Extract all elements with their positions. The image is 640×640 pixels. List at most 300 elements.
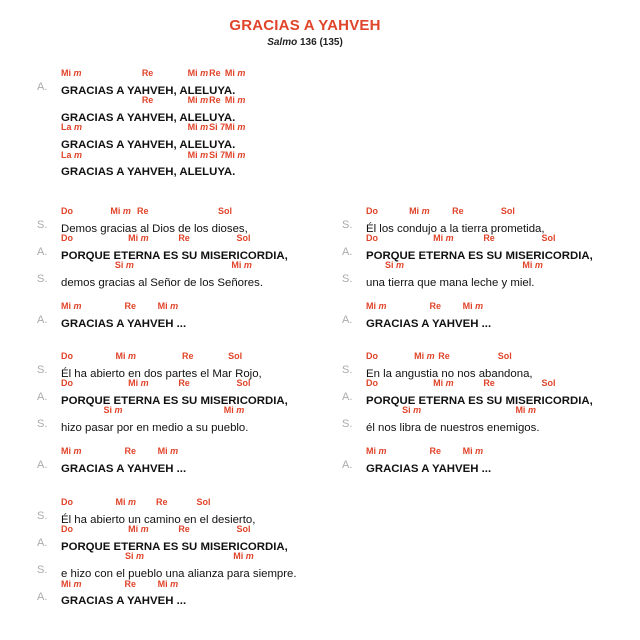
voice-tag: A.: [37, 390, 48, 403]
assembly-lyric: PORQUE ETERNA ES SU MISERICORDIA,: [61, 394, 288, 407]
chord-name: Mi: [157, 301, 171, 312]
chord-minor: m: [421, 206, 430, 216]
chord: [178, 233, 190, 243]
chord: [115, 351, 136, 361]
chord-minor: m: [445, 378, 454, 389]
chord-name: Do: [61, 524, 73, 535]
chord-line: [61, 523, 297, 537]
lyric-line: [342, 390, 593, 407]
chord-name: Mi: [115, 351, 128, 361]
chord-name: Mi: [187, 95, 201, 106]
chord-name: Do: [366, 206, 378, 216]
chord-name: Sol: [236, 233, 251, 244]
voice-tag: A.: [342, 390, 353, 403]
chord-name: Sol: [236, 378, 251, 389]
chord: [366, 301, 387, 311]
chord-minor: m: [396, 260, 405, 271]
lyric-line: [342, 218, 593, 235]
assembly-lyric: GRACIAS A YAHVEH ...: [61, 462, 187, 475]
chord-line: [61, 578, 297, 592]
chord-name: Mi: [224, 149, 238, 160]
soloist-lyric: En la angustia no nos abandona,: [366, 367, 533, 380]
chord: [228, 351, 242, 361]
chord-name: Sol: [236, 524, 251, 535]
chord-name: Mi: [433, 233, 446, 244]
chord-line: [61, 149, 246, 163]
chord-name: Mi: [231, 260, 244, 271]
lyric-line: [37, 390, 288, 407]
chord-minor: m: [73, 68, 82, 78]
chord-name: Si 7: [209, 122, 226, 133]
chord-minor: m: [200, 95, 209, 106]
chord-line: [61, 205, 288, 219]
chord-line: [61, 404, 288, 418]
chord: [61, 446, 82, 456]
chord-name: Mi: [462, 301, 476, 312]
spacer: [61, 287, 288, 301]
chord-minor: m: [378, 301, 387, 312]
chord-minor: m: [378, 446, 387, 457]
chord: [61, 524, 73, 534]
chord: [433, 378, 454, 388]
chord-minor: m: [73, 578, 82, 589]
chord: [414, 351, 435, 361]
lyric-line: [37, 80, 236, 97]
chord: [224, 405, 245, 415]
chord-minor: m: [200, 149, 209, 160]
chord-name: Mi: [128, 378, 141, 389]
chord-name: Si: [124, 551, 136, 562]
chord-line: [61, 232, 288, 246]
chord: [542, 378, 556, 388]
chord-line: [366, 445, 593, 459]
chord-name: Re: [141, 95, 154, 106]
chord: [61, 68, 82, 78]
chord-name: Sol: [541, 378, 556, 389]
chord: [515, 405, 536, 415]
voice-tag: A.: [37, 80, 48, 93]
lyric-line: [342, 363, 593, 380]
chord-line: [366, 205, 593, 219]
chord-name: Sol: [497, 351, 512, 361]
chord: [115, 497, 136, 507]
chord: [61, 351, 73, 361]
chord-line: [366, 377, 593, 391]
chord-name: Mi: [187, 122, 201, 133]
chord-name: Do: [61, 378, 73, 389]
verse-block-5: [342, 350, 593, 475]
chord-name: Si: [402, 405, 414, 416]
lyric-line: [37, 218, 288, 235]
chord-minor: m: [135, 551, 144, 562]
chord-line: [61, 445, 288, 459]
soloist-lyric: demos gracias al Señor de los Señores.: [61, 276, 263, 289]
chord: [209, 150, 225, 160]
lyric-line: [37, 563, 297, 580]
chord-name: Si 7: [209, 149, 226, 160]
chord-name: Mi: [128, 524, 141, 535]
chord-line: [366, 404, 593, 418]
chord-name: Mi: [157, 446, 171, 457]
chord: [452, 206, 464, 216]
chord-name: Do: [366, 378, 378, 389]
chord-minor: m: [114, 405, 123, 416]
spacer: [61, 432, 288, 446]
chord: [366, 206, 378, 216]
chord: [402, 405, 421, 415]
voice-tag: S.: [342, 272, 353, 285]
chord: [61, 378, 73, 388]
chord-minor: m: [237, 95, 246, 106]
chord: [366, 446, 387, 456]
chord: [225, 122, 246, 132]
chord-minor: m: [237, 68, 246, 78]
chord: [188, 150, 209, 160]
chord: [237, 524, 251, 534]
assembly-lyric: PORQUE ETERNA ES SU MISERICORDIA,: [366, 394, 593, 407]
chord: [158, 301, 179, 311]
chord-minor: m: [127, 351, 136, 361]
chord-name: Mi: [157, 578, 171, 589]
chord-name: Do: [366, 233, 378, 244]
voice-tag: S.: [37, 272, 48, 285]
chord: [366, 351, 378, 361]
chord-minor: m: [170, 446, 179, 457]
assembly-lyric: GRACIAS A YAHVEH ...: [61, 317, 187, 330]
chord: [463, 301, 484, 311]
chord-name: Do: [61, 351, 73, 361]
chord-name: Re: [209, 95, 221, 106]
chord: [128, 524, 149, 534]
psalm-reference: 136 (135): [299, 37, 343, 48]
chord: [188, 68, 209, 78]
verse-block-4: [342, 205, 593, 330]
song-title: GRACIAS A YAHVEH: [229, 17, 381, 34]
voice-tag: S.: [37, 218, 48, 231]
chord-minor: m: [237, 149, 246, 160]
chord: [483, 233, 495, 243]
voice-tag: A.: [37, 313, 48, 326]
chord: [61, 122, 82, 132]
assembly-lyric: GRACIAS A YAHVEH, ALELUYA.: [61, 111, 236, 124]
chord-name: Re: [124, 301, 137, 312]
soloist-lyric: Él ha abierto en dos partes el Mar Rojo,: [61, 367, 262, 380]
chord-line: [61, 67, 246, 81]
chord-name: Re: [124, 578, 137, 589]
chord: [483, 378, 495, 388]
lyric-line: [37, 536, 297, 553]
chord-line: [61, 550, 297, 564]
lyric-line: [37, 417, 288, 434]
chord-name: Re: [209, 68, 221, 78]
chord: [125, 301, 137, 311]
chord-name: Re: [181, 351, 194, 361]
chord-minor: m: [74, 122, 83, 133]
chord: [225, 95, 246, 105]
chord-name: Sol: [500, 206, 515, 216]
voice-tag: A.: [37, 591, 48, 604]
chord: [188, 122, 209, 132]
voice-tag: A.: [342, 245, 353, 258]
chord-name: Re: [141, 68, 154, 78]
lyric-line: [37, 509, 297, 526]
chord: [366, 378, 378, 388]
voice-tag: S.: [37, 563, 48, 576]
chord-name: La: [61, 149, 75, 160]
chord: [142, 68, 154, 78]
assembly-lyric: GRACIAS A YAHVEH ...: [61, 595, 187, 608]
chord: [542, 233, 556, 243]
chord-minor: m: [445, 233, 454, 244]
lyric-line: [342, 245, 593, 262]
chord-name: Si: [385, 260, 397, 271]
chord: [225, 68, 246, 78]
lyric-line: [342, 417, 593, 434]
chord-name: Mi: [224, 95, 238, 106]
chord-minor: m: [140, 378, 149, 389]
chord-minor: m: [426, 351, 435, 361]
chord-name: Mi: [233, 551, 246, 562]
chord-line: [61, 377, 288, 391]
chord-line: [366, 300, 593, 314]
assembly-lyric: PORQUE ETERNA ES SU MISERICORDIA,: [61, 540, 288, 553]
chord-minor: m: [73, 301, 82, 312]
chord-name: Do: [61, 206, 73, 216]
chord-minor: m: [140, 524, 149, 535]
chord-name: Mi: [462, 446, 476, 457]
soloist-lyric: hizo pasar por en medio a su pueblo.: [61, 421, 249, 434]
lyric-line: [342, 313, 593, 330]
voice-tag: S.: [37, 417, 48, 430]
chord: [522, 260, 543, 270]
chord-minor: m: [200, 68, 209, 78]
chord-name: Mi: [61, 446, 74, 457]
chord: [158, 446, 179, 456]
chord: [209, 68, 221, 78]
chord: [128, 378, 149, 388]
assembly-lyric: PORQUE ETERNA ES SU MISERICORDIA,: [61, 249, 288, 262]
chord-name: Re: [429, 446, 442, 457]
chord: [156, 497, 168, 507]
chord: [433, 233, 454, 243]
assembly-lyric: GRACIAS A YAHVEH, ALELUYA.: [61, 84, 236, 97]
chord-minor: m: [237, 122, 246, 133]
voice-tag: S.: [342, 417, 353, 430]
chord-minor: m: [74, 149, 83, 160]
voice-tag: A.: [342, 313, 353, 326]
voice-tag: A.: [37, 245, 48, 258]
chord: [237, 233, 251, 243]
chord-name: Mi: [522, 260, 535, 271]
soloist-lyric: Él los condujo a la tierra prometida,: [366, 222, 545, 235]
lyric-line: [61, 135, 235, 149]
chord-name: Re: [156, 497, 168, 507]
soloist-lyric: una tierra que mana leche y miel.: [366, 276, 535, 289]
chord: [137, 206, 149, 216]
chord: [233, 551, 254, 561]
chord: [463, 446, 484, 456]
chord: [128, 233, 149, 243]
chord-minor: m: [475, 301, 484, 312]
chord-minor: m: [122, 206, 131, 216]
verse-block-1: [37, 205, 288, 330]
lyric-line: [37, 272, 288, 289]
chord: [125, 446, 137, 456]
chord-name: Mi: [187, 68, 201, 78]
chord-line: [366, 232, 593, 246]
chord-name: Mi: [61, 578, 74, 589]
chord: [237, 378, 251, 388]
chord-name: Si: [103, 405, 115, 416]
chord-name: Do: [366, 351, 378, 361]
chord: [438, 351, 450, 361]
assembly-lyric: GRACIAS A YAHVEH ...: [366, 462, 492, 475]
lyric-line: [37, 458, 288, 475]
chord: [218, 206, 232, 216]
soloist-lyric: Él ha abierto un camino en el desierto,: [61, 513, 256, 526]
chord: [231, 260, 252, 270]
chord: [501, 206, 515, 216]
chord-name: Re: [178, 378, 190, 389]
chord-name: Sol: [228, 351, 243, 361]
verse-block-3: [37, 496, 297, 608]
chord-name: Do: [61, 497, 73, 507]
chord: [61, 150, 82, 160]
chord-name: Sol: [218, 206, 233, 216]
chord: [61, 233, 73, 243]
chord-line: [61, 121, 246, 135]
refrain-block: [37, 67, 246, 179]
chord: [366, 233, 378, 243]
chord-name: Re: [178, 524, 190, 535]
verse-block-2: [37, 350, 288, 475]
chord-minor: m: [413, 405, 422, 416]
chord: [430, 446, 442, 456]
chord-minor: m: [125, 260, 134, 271]
chord: [225, 150, 246, 160]
voice-tag: A.: [37, 536, 48, 549]
chord-name: Re: [483, 233, 495, 244]
chord-name: Re: [124, 446, 137, 457]
chord: [61, 497, 73, 507]
chord-name: La: [61, 122, 75, 133]
chord-minor: m: [236, 405, 245, 416]
voice-tag: S.: [37, 509, 48, 522]
chord: [197, 497, 211, 507]
lyric-line: [37, 313, 288, 330]
chord-minor: m: [200, 122, 209, 133]
chord-line: [61, 350, 288, 364]
soloist-lyric: Demos gracias al Dios de los dioses,: [61, 222, 248, 235]
chord-name: Si: [114, 260, 126, 271]
chord: [61, 206, 73, 216]
chord-name: Mi: [414, 351, 427, 361]
chord-name: Mi: [366, 301, 379, 312]
chord-line: [61, 496, 297, 510]
chord: [188, 95, 209, 105]
song-subtitle: [0, 37, 610, 48]
assembly-lyric: GRACIAS A YAHVEH, ALELUYA.: [61, 138, 236, 151]
chord-name: Sol: [541, 233, 556, 244]
chord: [115, 260, 134, 270]
chord: [430, 301, 442, 311]
soloist-lyric: él nos libra de nuestros enemigos.: [366, 421, 540, 434]
chord-name: Mi: [409, 206, 422, 216]
lyric-line: [342, 458, 593, 475]
chord-minor: m: [527, 405, 536, 416]
chord-line: [366, 350, 593, 364]
chord-name: Mi: [110, 206, 123, 216]
chord-name: Re: [136, 206, 149, 216]
chord-name: Mi: [366, 446, 379, 457]
chord-minor: m: [140, 233, 149, 244]
assembly-lyric: PORQUE ETERNA ES SU MISERICORDIA,: [366, 249, 593, 262]
chord-name: Re: [483, 378, 495, 389]
chord-name: Mi: [515, 405, 528, 416]
spacer: [366, 287, 593, 301]
chord-line: [61, 300, 288, 314]
chord-name: Mi: [128, 233, 141, 244]
lyric-line: [61, 108, 235, 122]
chord: [158, 579, 179, 589]
lyric-line: [37, 363, 288, 380]
chord-name: Mi: [224, 68, 238, 78]
chord: [61, 579, 82, 589]
spacer: [366, 432, 593, 446]
chord-name: Mi: [224, 122, 238, 133]
chord-name: Re: [452, 206, 464, 216]
assembly-lyric: GRACIAS A YAHVEH, ALELUYA.: [61, 166, 236, 179]
chord-name: Mi: [61, 301, 74, 312]
chord: [178, 524, 190, 534]
chord: [209, 95, 221, 105]
chord-line: [366, 259, 593, 273]
chord: [178, 378, 190, 388]
chord-name: Re: [438, 351, 450, 361]
chord: [182, 351, 194, 361]
chord-name: Do: [61, 233, 73, 244]
chord-line: [61, 259, 288, 273]
lyric-line: [342, 272, 593, 289]
chord-minor: m: [245, 551, 254, 562]
chord: [61, 301, 82, 311]
voice-tag: A.: [342, 458, 353, 471]
chord: [409, 206, 430, 216]
chord-name: Mi: [187, 149, 201, 160]
chord-minor: m: [170, 578, 179, 589]
soloist-lyric: e hizo con el pueblo una alianza para siempre.: [61, 567, 297, 580]
chord: [103, 405, 122, 415]
chord-minor: m: [127, 497, 136, 507]
chord-minor: m: [73, 446, 82, 457]
chord: [209, 122, 225, 132]
voice-tag: A.: [37, 458, 48, 471]
chord: [110, 206, 131, 216]
chord: [125, 551, 144, 561]
assembly-lyric: GRACIAS A YAHVEH ...: [366, 317, 492, 330]
chord: [142, 95, 154, 105]
chord-name: Mi: [223, 405, 237, 416]
lyric-line: [37, 591, 297, 608]
chord: [385, 260, 404, 270]
voice-tag: S.: [342, 363, 353, 376]
chord-name: Mi: [115, 497, 128, 507]
lyric-line: [61, 162, 236, 179]
chord-name: Mi: [61, 68, 74, 78]
chord-name: Mi: [433, 378, 446, 389]
chord-name: Re: [429, 301, 442, 312]
chord-minor: m: [475, 446, 484, 457]
